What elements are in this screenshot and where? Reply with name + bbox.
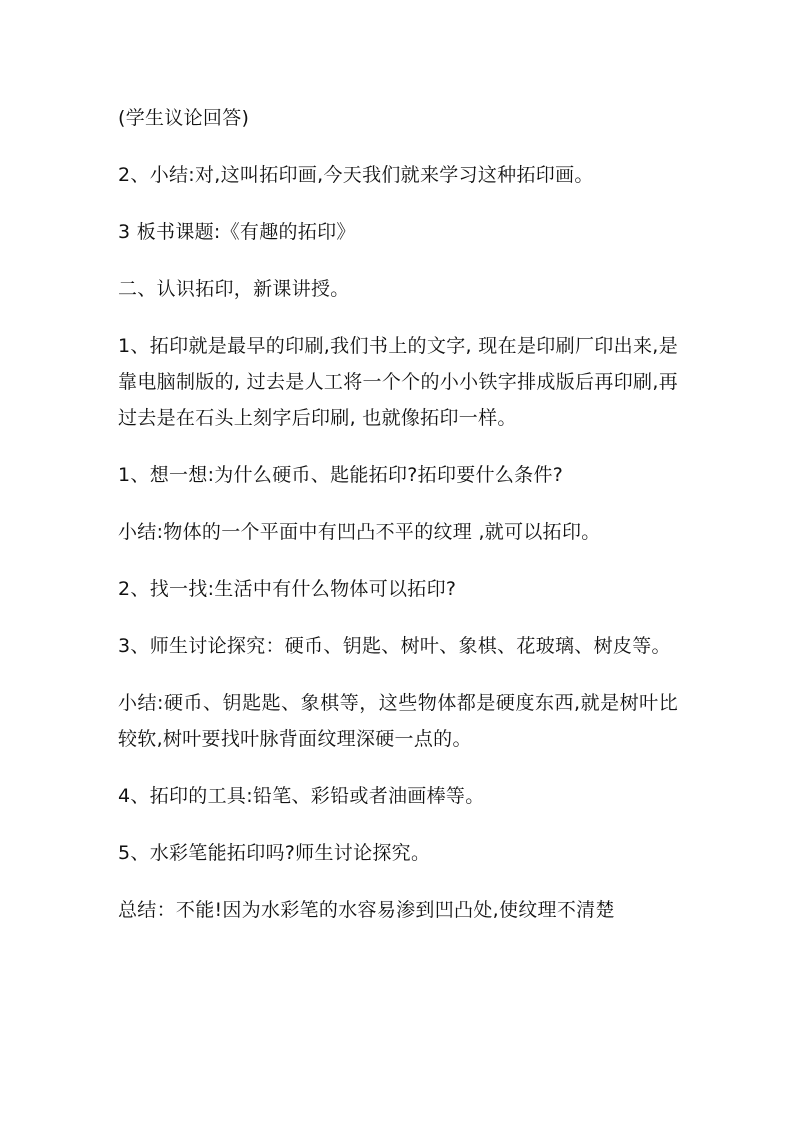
paragraph-tools: 4、拓印的工具:铅笔、彩铅或者油画棒等。 bbox=[118, 785, 485, 807]
paragraph-rubbing-history: 1、拓印就是最早的印刷,我们书上的文字, 现在是印刷厂印出来,是靠电脑制版的, 过去是人工将一个个的小小铁字排成版后再印刷,再过去是在石头上刻字后印刷, 也就像拓印一样。 bbox=[118, 335, 678, 429]
paragraph-summary-hardness: 小结:硬币、钥匙匙、象棋等，这些物体都是硬度东西,就是树叶比较软,树叶要找叶脉背面纹理深硬一点的。 bbox=[118, 692, 678, 750]
paragraph-lesson-title: 3 板书课题:《有趣的拓印》 bbox=[118, 221, 356, 243]
paragraph-summary-rubbing-painting: 2、小结:对,这叫拓印画,今天我们就来学习这种拓印画。 bbox=[118, 164, 594, 186]
paragraph-conclusion: 总结：不能!因为水彩笔的水容易渗到凹凸处,使纹理不清楚 bbox=[118, 899, 615, 921]
paragraph-watercolor-question: 5、水彩笔能拓印吗?师生讨论探究。 bbox=[118, 842, 431, 864]
paragraph-student-discussion: (学生议论回答) bbox=[118, 107, 250, 129]
document-page bbox=[118, 100, 678, 949]
paragraph-discussion-objects: 3、师生讨论探究：硬币、钥匙、树叶、象棋、花玻璃、树皮等。 bbox=[118, 635, 671, 657]
section-heading-new-lesson: 二、认识拓印，新课讲授。 bbox=[118, 278, 350, 300]
paragraph-summary-texture: 小结:物体的一个平面中有凹凸不平的纹理 ,就可以拓印。 bbox=[118, 521, 601, 543]
paragraph-find-objects: 2、找一找:生活中有什么物体可以拓印? bbox=[118, 578, 457, 600]
paragraph-think-question: 1、想一想:为什么硬币、匙能拓印?拓印要什么条件? bbox=[118, 464, 564, 486]
